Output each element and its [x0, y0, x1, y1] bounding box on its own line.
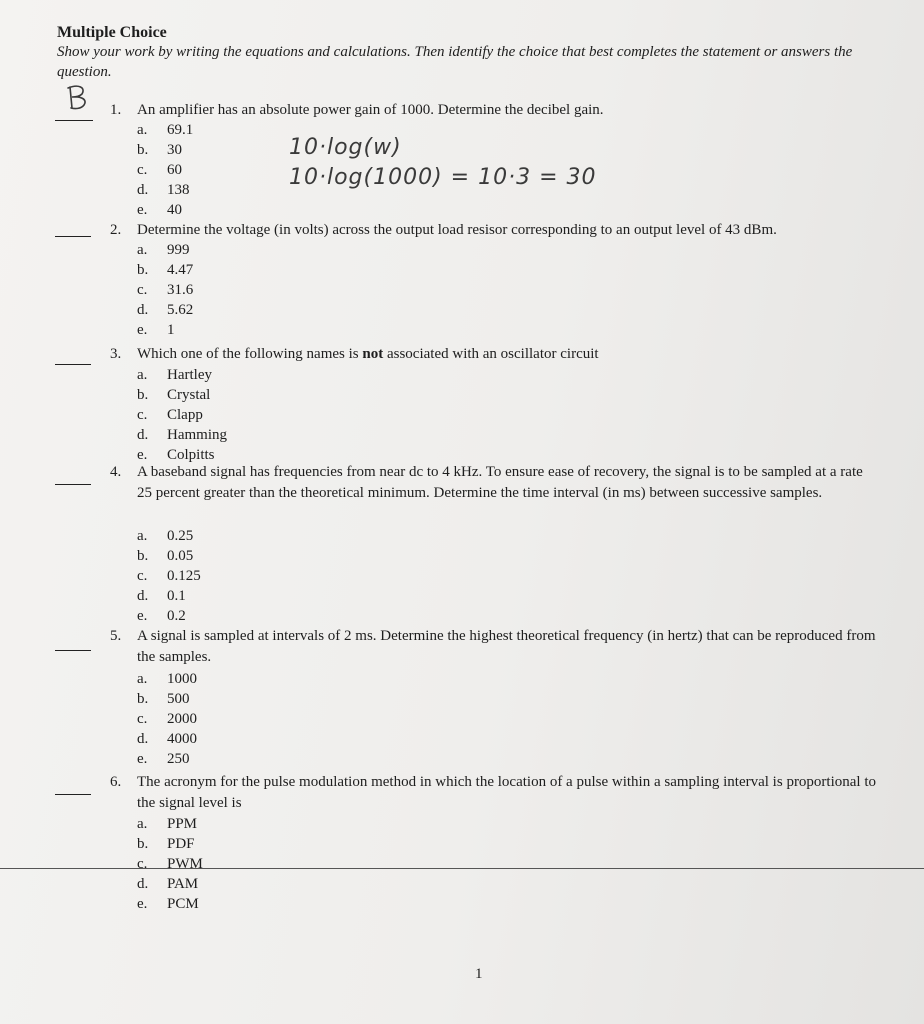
question-text: Determine the voltage (in volts) across the output load resisor corresponding to an output level of 43 dBm.	[137, 222, 777, 238]
divider-line	[0, 868, 924, 869]
choice-d[interactable]: d. 5.62	[137, 302, 194, 318]
instructions: Show your work by writing the equations and calculations. Then identify the choice that best completes the statement or answers the question.	[57, 44, 853, 80]
section-title: Multiple Choice	[57, 24, 167, 41]
choice-c[interactable]: c. PWM	[137, 856, 203, 872]
answer-blank[interactable]	[55, 364, 91, 365]
choice-e[interactable]: e. 0.2	[137, 608, 186, 624]
question-number: 4.	[110, 464, 122, 480]
answer-blank[interactable]	[55, 484, 91, 485]
choice-e[interactable]: e. Colpitts	[137, 447, 215, 463]
choice-e[interactable]: e. 250	[137, 751, 190, 767]
question-text: Which one of the following names is not associated with an oscillator circuit	[137, 346, 599, 362]
choice-a[interactable]: a. 1000	[137, 671, 197, 687]
choice-e[interactable]: e. 1	[137, 322, 175, 338]
choice-e[interactable]: e. PCM	[137, 896, 199, 912]
handwritten-work-line-2	[285, 156, 645, 196]
choice-list	[137, 526, 337, 626]
handwritten-answer-b	[62, 84, 96, 114]
question-text: An amplifier has an absolute power gain of 1000. Determine the decibel gain.	[137, 102, 604, 118]
question-number: 1.	[110, 102, 122, 118]
emphasis-not: not	[362, 346, 384, 362]
choice-list	[137, 365, 337, 465]
choice-list	[137, 669, 337, 769]
answer-blank[interactable]	[55, 120, 93, 121]
choice-b[interactable]: b. 30	[137, 142, 182, 158]
answer-blank[interactable]	[55, 236, 91, 237]
question-number: 6.	[110, 774, 122, 790]
choice-d[interactable]: d. 138	[137, 182, 190, 198]
page-number: 1	[475, 966, 483, 982]
answer-blank[interactable]	[55, 650, 91, 651]
choice-d[interactable]: d. PAM	[137, 876, 199, 892]
choice-e[interactable]: e. 40	[137, 202, 182, 218]
choice-d[interactable]: d. 0.1	[137, 588, 186, 604]
answer-blank[interactable]	[55, 794, 91, 795]
question-number: 2.	[110, 222, 122, 238]
choice-c[interactable]: c. 2000	[137, 711, 197, 727]
question-text: A baseband signal has frequencies from near dc to 4 kHz. To ensure ease of recovery, the signal is to be sampled at a rate 25 percent greater than the theoretical minimum. Determine the time interval (in ms) between successive samples.	[137, 464, 863, 501]
choice-d[interactable]: d. Hamming	[137, 427, 227, 443]
work-line-1-text: 10·log(w)	[289, 135, 402, 160]
choice-b[interactable]: b. 500	[137, 691, 190, 707]
choice-list	[137, 814, 337, 914]
choice-a[interactable]: a. 999	[137, 242, 190, 258]
choice-b[interactable]: b. PDF	[137, 836, 195, 852]
choice-b[interactable]: b. 0.05	[137, 548, 194, 564]
question-number: 3.	[110, 346, 122, 362]
choice-c[interactable]: c. 60	[137, 162, 182, 178]
question-number: 5.	[110, 628, 122, 644]
choice-a[interactable]: a. PPM	[137, 816, 198, 832]
work-line-2-text: 10·log(1000) = 10·3 = 30	[289, 165, 597, 190]
choice-list	[137, 240, 337, 340]
choice-b[interactable]: b. 4.47	[137, 262, 194, 278]
choice-a[interactable]: a. 69.1	[137, 122, 194, 138]
choice-c[interactable]: c. Clapp	[137, 407, 203, 423]
choice-c[interactable]: c. 0.125	[137, 568, 201, 584]
choice-d[interactable]: d. 4000	[137, 731, 197, 747]
choice-a[interactable]: a. Hartley	[137, 367, 212, 383]
question-text: The acronym for the pulse modulation method in which the location of a pulse within a sampling interval is proportional to the signal level is	[137, 774, 877, 811]
choice-b[interactable]: b. Crystal	[137, 387, 211, 403]
choice-c[interactable]: c. 31.6	[137, 282, 194, 298]
choice-a[interactable]: a. 0.25	[137, 528, 194, 544]
question-text: A signal is sampled at intervals of 2 ms. Determine the highest theoretical frequency (in hertz) that can be reproduced from the samples.	[137, 628, 876, 665]
